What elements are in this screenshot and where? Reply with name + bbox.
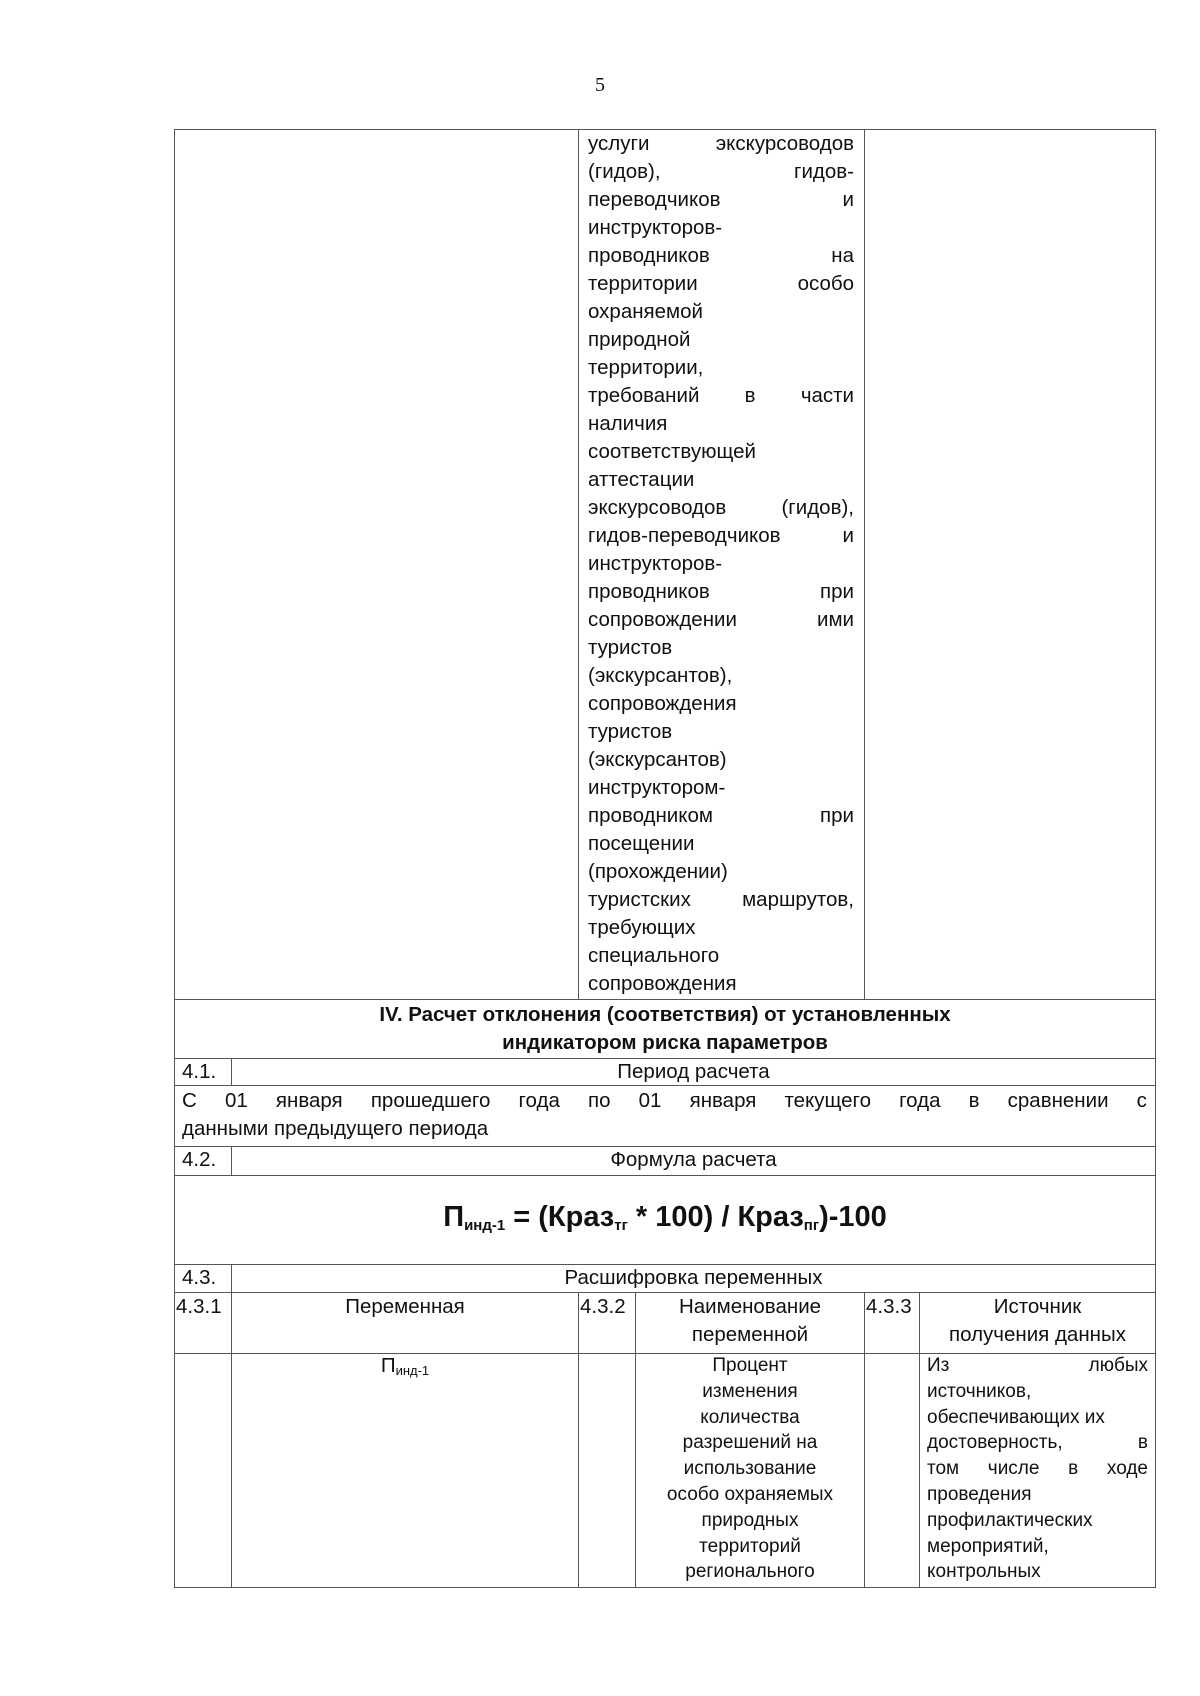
- header-num-4-3-1: 4.3.1: [176, 1295, 222, 1318]
- continuation-word: соответствующей: [588, 440, 756, 463]
- source-word: достоверность,: [927, 1432, 1063, 1454]
- period-word: С: [182, 1089, 197, 1112]
- variable-name-main: П: [380, 1354, 396, 1377]
- period-word: сравнении: [1007, 1089, 1109, 1112]
- formula-part1: = (Краз: [505, 1201, 615, 1233]
- source-line: [927, 1456, 1148, 1482]
- continuation-word: проводников: [588, 580, 710, 603]
- period-word: 01: [224, 1089, 248, 1112]
- row-4-1-number: 4.1.: [182, 1060, 217, 1083]
- period-word: текущего: [784, 1089, 871, 1112]
- continuation-word: гидов-переводчиков: [588, 524, 781, 547]
- continuation-word: специального: [588, 944, 720, 967]
- header-variable-name: [636, 1293, 864, 1349]
- formula-lhs: П: [443, 1201, 465, 1233]
- continuation-word: сопровождения: [588, 972, 737, 995]
- continuation-word: проводников: [588, 244, 710, 267]
- source-word: Из: [927, 1355, 950, 1376]
- continuation-word: требующих: [588, 916, 696, 939]
- continuation-word: сопровождения: [588, 692, 737, 715]
- continuation-line: [588, 158, 854, 186]
- header-data-source: [920, 1293, 1155, 1349]
- continuation-word: требований: [588, 384, 700, 407]
- continuation-word: маршрутов,: [742, 888, 854, 911]
- source-word: том: [927, 1458, 960, 1480]
- continuation-word: инструкторов-: [588, 216, 723, 239]
- continuation-word: (прохождении): [588, 860, 728, 883]
- continuation-line: [588, 214, 854, 242]
- period-word: по: [587, 1089, 611, 1112]
- continuation-line: [588, 494, 854, 522]
- continuation-line: [588, 578, 854, 606]
- source-word: контрольных: [927, 1561, 1041, 1583]
- period-text: [182, 1087, 1147, 1143]
- header-data-source-line1: Источник: [993, 1295, 1082, 1318]
- section-iv-heading-line1: IV. Расчет отклонения (соответствия) от установленных: [379, 1003, 951, 1026]
- formula-sub1: тг: [614, 1217, 628, 1234]
- source-line: [927, 1482, 1148, 1508]
- continuation-line: [588, 522, 854, 550]
- continuation-line: [588, 298, 854, 326]
- continuation-line: [588, 746, 854, 774]
- continuation-line: [588, 270, 854, 298]
- description-line: особо охраняемых: [666, 1483, 834, 1505]
- formula-lhs-sub: инд-1: [464, 1217, 506, 1234]
- source-word: ходе: [1106, 1458, 1148, 1480]
- variable-name: [232, 1353, 578, 1384]
- continuation-word: (гидов),: [588, 160, 661, 183]
- description-line: количества: [700, 1406, 800, 1428]
- header-variable-name-line2: переменной: [691, 1323, 809, 1346]
- header-num-4-3-2: 4.3.2: [580, 1295, 626, 1318]
- continuation-word: на: [831, 244, 854, 267]
- continuation-line: [588, 438, 854, 466]
- source-word: любых: [1088, 1355, 1148, 1376]
- period-word: года: [899, 1089, 941, 1112]
- continuation-word: гидов-: [793, 160, 854, 183]
- source-line: [927, 1559, 1148, 1585]
- continuation-word: туристских: [588, 888, 691, 911]
- continuation-word: (гидов),: [781, 496, 854, 519]
- source-word: в: [1137, 1432, 1148, 1454]
- header-num-4-3-3: 4.3.3: [866, 1295, 912, 1318]
- continuation-word: и: [842, 524, 854, 547]
- continuation-word: туристов: [588, 720, 673, 743]
- continuation-text: [588, 130, 854, 998]
- continuation-word: охраняемой: [588, 300, 703, 323]
- continuation-word: территории,: [588, 356, 704, 379]
- header-variable-name-line1: Наименование: [678, 1295, 822, 1318]
- continuation-word: туристов: [588, 636, 673, 659]
- continuation-line: [588, 326, 854, 354]
- continuation-word: проводником: [588, 804, 713, 827]
- source-line: [927, 1534, 1148, 1560]
- header-data-source-line2: получения данных: [949, 1323, 1126, 1346]
- continuation-line: [588, 242, 854, 270]
- description-line: природных: [701, 1509, 799, 1531]
- source-word: профилактических: [927, 1509, 1093, 1531]
- continuation-word: особо: [797, 272, 854, 295]
- description-line: изменения: [702, 1380, 798, 1402]
- source-word: в: [1068, 1458, 1079, 1480]
- section-iv-heading-line2: индикатором риска параметров: [502, 1031, 828, 1054]
- continuation-line: [588, 410, 854, 438]
- section-iv-heading: [174, 1001, 1156, 1057]
- continuation-word: в: [744, 384, 756, 407]
- row-4-3-label: Расшифровка переменных: [564, 1266, 823, 1289]
- period-word: января: [275, 1089, 343, 1112]
- formula: [174, 1201, 1156, 1234]
- continuation-word: инструктором-: [588, 776, 726, 799]
- page-number: 5: [595, 74, 605, 96]
- continuation-word: при: [820, 580, 854, 603]
- continuation-word: экскурсоводов: [715, 132, 854, 155]
- period-word: 01: [638, 1089, 662, 1112]
- variable-name-sub: инд-1: [395, 1363, 430, 1378]
- continuation-line: [588, 382, 854, 410]
- source-word: проведения: [927, 1483, 1032, 1505]
- source-word: источников,: [927, 1380, 1032, 1402]
- description-line: регионального: [685, 1561, 815, 1583]
- row-4-2-number: 4.2.: [182, 1148, 217, 1171]
- continuation-word: (экскурсантов),: [588, 664, 733, 687]
- continuation-line: [588, 186, 854, 214]
- continuation-line: [588, 858, 854, 886]
- continuation-word: сопровождении: [588, 608, 737, 631]
- continuation-word: аттестации: [588, 468, 695, 491]
- continuation-line: [588, 130, 854, 158]
- variable-description: [636, 1353, 864, 1585]
- continuation-word: переводчиков: [588, 188, 721, 211]
- formula-part2: * 100) / Краз: [627, 1201, 804, 1233]
- period-word: с: [1136, 1089, 1147, 1112]
- period-word: в: [968, 1089, 980, 1112]
- description-line: территорий: [699, 1535, 801, 1557]
- header-variable: Переменная: [345, 1295, 465, 1318]
- continuation-word: части: [800, 384, 854, 407]
- row-4-2-label: Формула расчета: [610, 1148, 777, 1171]
- continuation-word: при: [820, 804, 854, 827]
- continuation-word: экскурсоводов: [588, 496, 727, 519]
- continuation-word: ими: [817, 608, 854, 631]
- row-4-1-label: Период расчета: [617, 1060, 770, 1083]
- source-word: мероприятий,: [927, 1535, 1049, 1557]
- continuation-line: [588, 802, 854, 830]
- continuation-line: [588, 662, 854, 690]
- source-line: [927, 1405, 1148, 1431]
- period-word: года: [518, 1089, 560, 1112]
- requirements-table: [174, 129, 1156, 1588]
- continuation-line: [588, 970, 854, 998]
- continuation-line: [588, 718, 854, 746]
- continuation-word: посещении: [588, 832, 695, 855]
- continuation-line: [588, 914, 854, 942]
- description-line: разрешений на: [682, 1432, 818, 1454]
- period-line1: [182, 1087, 1147, 1115]
- continuation-line: [588, 550, 854, 578]
- continuation-word: и: [842, 188, 854, 211]
- period-line2: данными предыдущего периода: [182, 1117, 489, 1140]
- source-line: [927, 1508, 1148, 1534]
- continuation-line: [588, 690, 854, 718]
- source-word: числе: [987, 1458, 1040, 1480]
- continuation-line: [588, 886, 854, 914]
- continuation-word: услуги: [588, 132, 650, 155]
- continuation-line: [588, 830, 854, 858]
- formula-sub2: пг: [803, 1217, 820, 1234]
- continuation-word: наличия: [588, 412, 668, 435]
- period-word: января: [689, 1089, 757, 1112]
- source-line: [927, 1430, 1148, 1456]
- continuation-line: [588, 942, 854, 970]
- continuation-line: [588, 354, 854, 382]
- description-line: Процент: [712, 1355, 788, 1376]
- formula-part3: )-100: [819, 1201, 887, 1233]
- continuation-word: (экскурсантов): [588, 748, 727, 771]
- continuation-line: [588, 606, 854, 634]
- continuation-line: [588, 466, 854, 494]
- continuation-word: инструкторов-: [588, 552, 723, 575]
- continuation-line: [588, 774, 854, 802]
- source-line: [927, 1353, 1148, 1379]
- continuation-word: территории: [588, 272, 698, 295]
- source-line: [927, 1379, 1148, 1405]
- continuation-word: природной: [588, 328, 691, 351]
- source-word: обеспечивающих их: [927, 1406, 1105, 1428]
- continuation-line: [588, 634, 854, 662]
- description-line: использование: [683, 1458, 817, 1480]
- variable-source: [927, 1353, 1148, 1585]
- period-word: прошедшего: [370, 1089, 491, 1112]
- row-4-3-number: 4.3.: [182, 1266, 217, 1289]
